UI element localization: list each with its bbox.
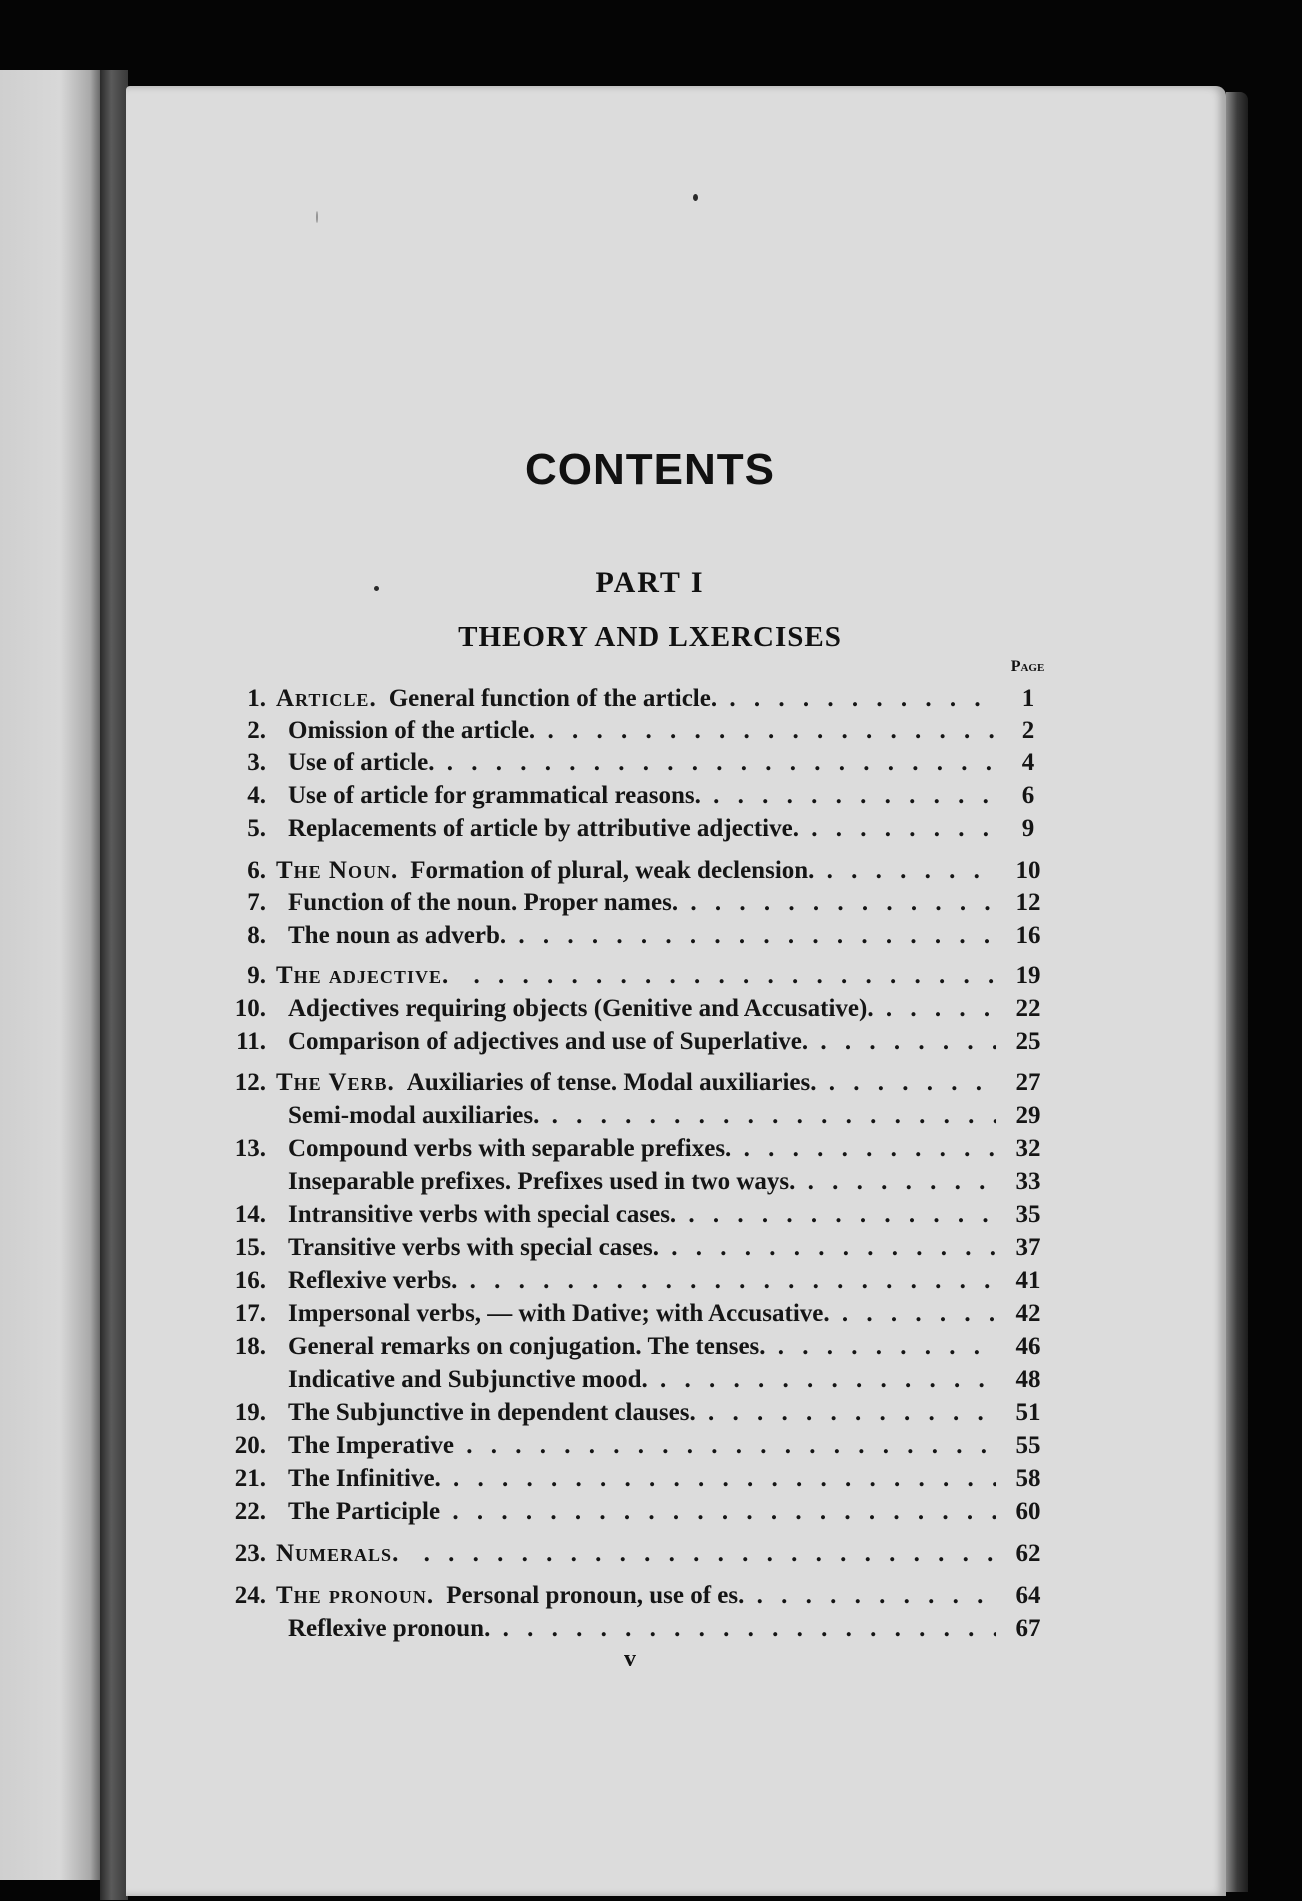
entry-section-lead: The pronoun. bbox=[276, 1582, 435, 1609]
entry-page-number: 55 bbox=[1015, 1432, 1041, 1459]
entry-page-number: 62 bbox=[1015, 1540, 1041, 1567]
entry-title bbox=[276, 747, 996, 779]
entry-page-number: 25 bbox=[1015, 1028, 1041, 1055]
entry-page-number: 64 bbox=[1015, 1582, 1041, 1609]
entry-number: 6. bbox=[247, 857, 266, 884]
entry-section-lead: The Noun. bbox=[276, 857, 399, 884]
entry-title bbox=[276, 1026, 996, 1058]
entry-number: 2. bbox=[247, 717, 266, 744]
entry-page-number: 67 bbox=[1015, 1615, 1041, 1642]
entry-page-number: 19 bbox=[1015, 962, 1041, 989]
entry-text: Transitive verbs with special cases. bbox=[288, 1234, 660, 1261]
page-title: CONTENTS bbox=[525, 445, 775, 494]
entry-page-number: 2 bbox=[1021, 717, 1035, 744]
entry-title bbox=[276, 813, 996, 845]
toc-entry bbox=[218, 1580, 1078, 1612]
entry-page-number: 58 bbox=[1015, 1465, 1041, 1492]
entry-number: 21. bbox=[234, 1465, 266, 1492]
toc-entry bbox=[218, 960, 1078, 992]
toc-entry bbox=[218, 1613, 1078, 1645]
entry-title bbox=[276, 1232, 996, 1264]
toc-entry bbox=[218, 1496, 1078, 1528]
entry-title bbox=[276, 1613, 996, 1645]
entry-title bbox=[276, 715, 996, 747]
entry-page-number: 32 bbox=[1015, 1135, 1041, 1162]
toc-entry bbox=[218, 683, 1078, 715]
entry-page-number: 46 bbox=[1015, 1333, 1041, 1360]
entry-title bbox=[276, 1199, 996, 1231]
entry-number: 5. bbox=[247, 815, 266, 842]
entry-number: 19. bbox=[234, 1399, 266, 1426]
entry-number: 10. bbox=[234, 995, 266, 1022]
entry-section-lead: The Verb. bbox=[276, 1069, 395, 1096]
toc-entry bbox=[218, 993, 1078, 1025]
toc-entry bbox=[218, 1026, 1078, 1058]
entry-title bbox=[276, 1133, 996, 1165]
toc-entry bbox=[218, 1364, 1078, 1396]
entry-text: Use of article. bbox=[288, 749, 435, 776]
entry-page-number: 6 bbox=[1021, 782, 1035, 809]
toc-entry bbox=[218, 1538, 1078, 1570]
toc-entry bbox=[218, 1100, 1078, 1132]
toc-entry bbox=[218, 1232, 1078, 1264]
entry-text: Reflexive verbs. bbox=[288, 1267, 458, 1294]
entry-number: 22. bbox=[234, 1498, 266, 1525]
entry-title bbox=[276, 855, 996, 887]
toc-entry bbox=[218, 747, 1078, 779]
entry-title bbox=[276, 1298, 996, 1330]
entry-text: Formation of plural, weak declension. bbox=[410, 857, 815, 884]
entry-text: Semi-modal auxiliaries. bbox=[288, 1102, 540, 1129]
entry-title bbox=[276, 1166, 996, 1198]
entry-number: 8. bbox=[247, 922, 266, 949]
entry-text: Impersonal verbs, — with Dative; with Accusative. bbox=[288, 1300, 830, 1327]
entry-title bbox=[276, 960, 996, 992]
entry-page-number: 42 bbox=[1015, 1300, 1041, 1327]
entry-text: Replacements of article by attributive adjective. bbox=[288, 815, 799, 842]
entry-title bbox=[276, 1265, 996, 1297]
entry-text: Compound verbs with separable prefixes. bbox=[288, 1135, 732, 1162]
entry-number: 11. bbox=[236, 1028, 266, 1055]
entry-title bbox=[276, 1496, 996, 1528]
entry-page-number: 37 bbox=[1015, 1234, 1041, 1261]
entry-number: 3. bbox=[247, 749, 266, 776]
entry-title bbox=[276, 920, 996, 952]
entry-text: Function of the noun. Proper names. bbox=[288, 889, 679, 916]
entry-title bbox=[276, 1580, 996, 1612]
entry-number: 20. bbox=[234, 1432, 266, 1459]
entry-page-number: 41 bbox=[1015, 1267, 1041, 1294]
entry-title bbox=[276, 1067, 996, 1099]
entry-number: 24. bbox=[234, 1582, 266, 1609]
entry-title bbox=[276, 993, 996, 1025]
entry-title bbox=[276, 1100, 996, 1132]
entry-text: General remarks on conjugation. The tenses. bbox=[288, 1333, 766, 1360]
entry-text: The noun as adverb. bbox=[288, 922, 507, 949]
entry-number: 16. bbox=[234, 1267, 266, 1294]
entry-text: Use of article for grammatical reasons. bbox=[288, 782, 701, 809]
part-heading: PART I bbox=[595, 566, 705, 599]
entry-text: Omission of the article. bbox=[288, 717, 536, 744]
entry-number: 1. bbox=[247, 685, 266, 712]
facing-page-edge bbox=[0, 70, 100, 1880]
toc-entry bbox=[218, 1298, 1078, 1330]
entry-page-number: 35 bbox=[1015, 1201, 1041, 1228]
entry-page-number: 48 bbox=[1015, 1366, 1041, 1393]
entry-page-number: 1 bbox=[1021, 685, 1035, 712]
entry-title bbox=[276, 1331, 996, 1363]
page-column-header: Page bbox=[1010, 658, 1045, 675]
entry-title bbox=[276, 683, 996, 715]
page-stack-edge bbox=[1226, 92, 1248, 1892]
entry-title bbox=[276, 1397, 996, 1429]
entry-text: Indicative and Subjunctive mood. bbox=[288, 1366, 648, 1393]
entry-page-number: 4 bbox=[1021, 749, 1035, 776]
toc-entry bbox=[218, 1199, 1078, 1231]
entry-text: Personal pronoun, use of es. bbox=[446, 1582, 745, 1609]
entry-number: 7. bbox=[247, 889, 266, 916]
entry-page-number: 10 bbox=[1015, 857, 1041, 884]
entry-title bbox=[276, 1463, 996, 1495]
entry-number: 13. bbox=[234, 1135, 266, 1162]
entry-text: Reflexive pronoun. bbox=[288, 1615, 491, 1642]
entry-number: 4. bbox=[247, 782, 266, 809]
entry-page-number: 22 bbox=[1015, 995, 1041, 1022]
book-gutter bbox=[100, 70, 128, 1900]
entry-section-lead: Article. bbox=[276, 685, 377, 712]
entry-text: Comparison of adjectives and use of Superlative. bbox=[288, 1028, 809, 1055]
entry-page-number: 16 bbox=[1015, 922, 1041, 949]
entry-text: The Infinitive. bbox=[288, 1465, 441, 1492]
entry-text: Adjectives requiring objects (Genitive and Accusative). bbox=[288, 995, 874, 1022]
entry-number: 15. bbox=[234, 1234, 266, 1261]
part-subtitle: THEORY AND LXERCISES bbox=[458, 621, 842, 653]
entry-title bbox=[276, 887, 996, 919]
entry-section-lead: Numerals. bbox=[276, 1540, 400, 1567]
entry-page-number: 9 bbox=[1021, 815, 1035, 842]
entry-title bbox=[276, 1364, 996, 1396]
entry-page-number: 29 bbox=[1015, 1102, 1041, 1129]
entry-page-number: 12 bbox=[1015, 889, 1041, 916]
paper-speck bbox=[693, 194, 698, 201]
toc-entry bbox=[218, 1463, 1078, 1495]
toc-entry bbox=[218, 887, 1078, 919]
entry-text: General function of the article. bbox=[388, 685, 718, 712]
entry-text: Inseparable prefixes. Prefixes used in two ways. bbox=[288, 1168, 796, 1195]
entry-number: 17. bbox=[234, 1300, 266, 1327]
entry-page-number: 60 bbox=[1015, 1498, 1041, 1525]
toc-entry bbox=[218, 1166, 1078, 1198]
page-number: v bbox=[624, 1646, 636, 1672]
entry-title bbox=[276, 1430, 996, 1462]
toc-entry bbox=[218, 920, 1078, 952]
toc-entry bbox=[218, 1430, 1078, 1462]
entry-text: Intransitive verbs with special cases. bbox=[288, 1201, 677, 1228]
toc-entry bbox=[218, 780, 1078, 812]
toc-entry bbox=[218, 855, 1078, 887]
entry-text: Auxiliaries of tense. Modal auxiliaries. bbox=[406, 1069, 817, 1096]
entry-page-number: 33 bbox=[1015, 1168, 1041, 1195]
entry-text: The Subjunctive in dependent clauses. bbox=[288, 1399, 696, 1426]
entry-title bbox=[276, 1538, 996, 1570]
toc-entry bbox=[218, 1133, 1078, 1165]
toc-entry bbox=[218, 1397, 1078, 1429]
entry-number: 12. bbox=[234, 1069, 266, 1096]
paper-speck bbox=[316, 211, 318, 223]
toc-entry bbox=[218, 1265, 1078, 1297]
entry-number: 9. bbox=[247, 962, 266, 989]
entry-text: The Participle bbox=[288, 1498, 441, 1525]
toc-entry bbox=[218, 813, 1078, 845]
entry-page-number: 51 bbox=[1015, 1399, 1041, 1426]
toc-entry bbox=[218, 715, 1078, 747]
entry-title bbox=[276, 780, 996, 812]
entry-number: 14. bbox=[234, 1201, 266, 1228]
entry-page-number: 27 bbox=[1015, 1069, 1041, 1096]
entry-number: 18. bbox=[234, 1333, 266, 1360]
toc-entry bbox=[218, 1067, 1078, 1099]
toc-entry bbox=[218, 1331, 1078, 1363]
entry-section-lead: The adjective. bbox=[276, 962, 450, 989]
entry-text: The Imperative bbox=[288, 1432, 454, 1459]
entry-number: 23. bbox=[234, 1540, 266, 1567]
